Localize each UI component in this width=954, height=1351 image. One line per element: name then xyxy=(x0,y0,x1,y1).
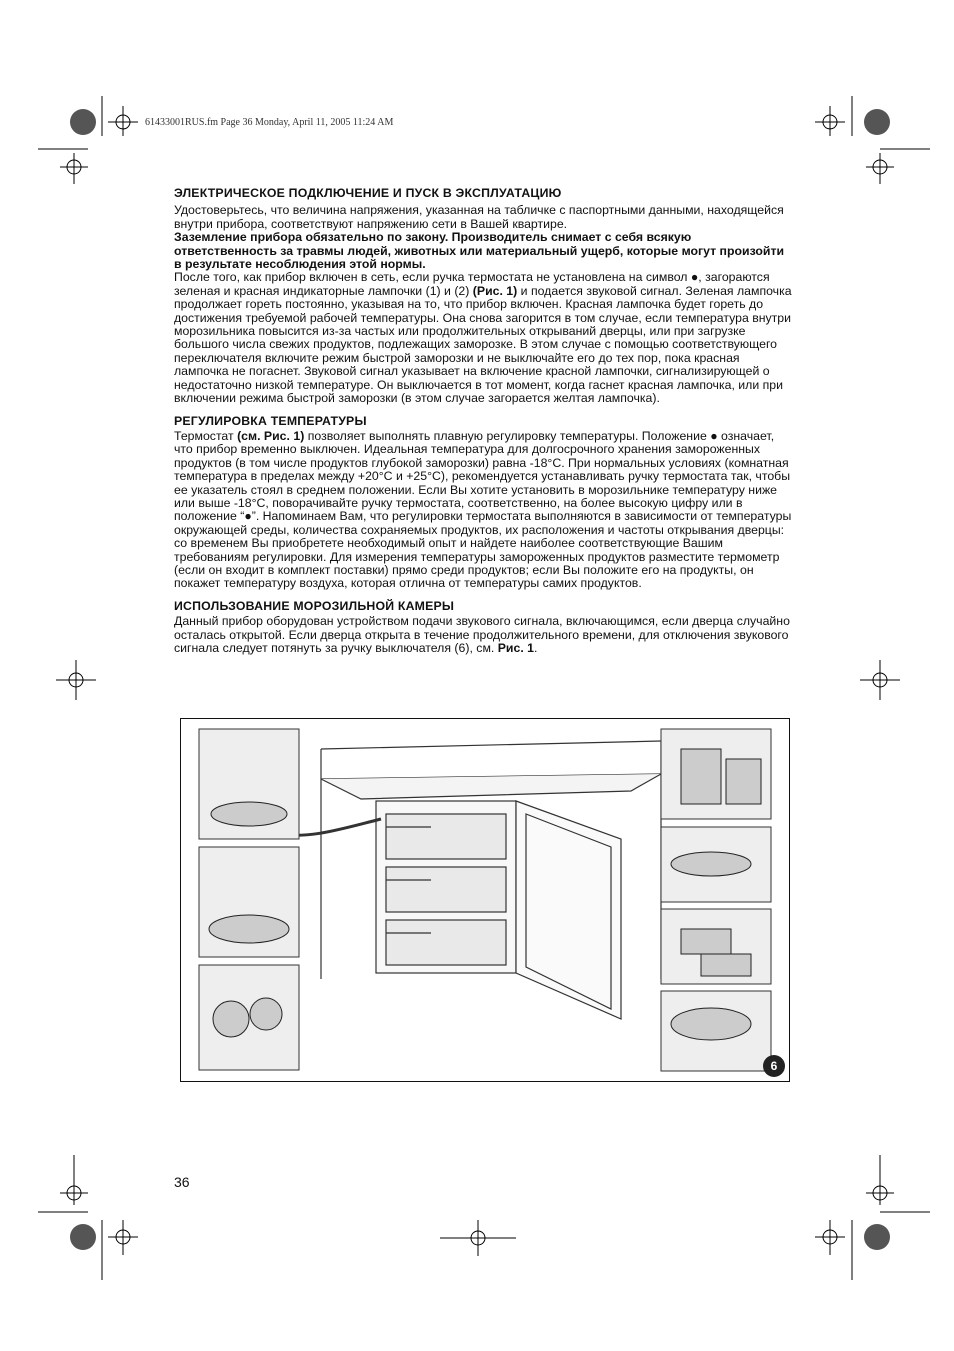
file-header: 61433001RUS.fm Page 36 Monday, April 11, 2005 11:24 AM xyxy=(145,117,394,128)
freezer-text-b: . xyxy=(534,641,538,655)
grounding-warning: Заземление прибора обязательно по закону. Производитель снимает с себя всякую ответственность за травмы людей, животных или материальный ущерб, которые могут произойти в результате несоблюдения этой нормы. xyxy=(174,230,785,272)
temperature-paragraph xyxy=(174,430,794,591)
page-number: 36 xyxy=(174,1174,190,1190)
start-text-b: и подается звуковой сигнал. Зеленая лампочка продолжает гореть постоянно, указывая на то, что прибор включен. Красная лампочка будет гореть до достижения требуемой рабочей температуры. Она снова загорится в том случае, если температура внутри морозильника повысится из-за частых или продолжительных открываний дверцы, или при загрузке большого числа свежих продуктов, подлежащих заморозке. В этом случае с помощью соответствующего переключателя включите режим быстрой заморозки и не выключайте его до тех пор, пока красная лампочка не погаснет. Звуковой сигнал указывает на включение красной лампочки, сигнализирующей о недостаточно низкой температуре. Он выключается в тот момент, когда гаснет красная лампочка, или при включении режима быстрой заморозки (в этом случае загорается желтая лампочка). xyxy=(174,283,792,406)
start-text-a: После того, как прибор включен в сеть, если ручка термостата не установлена на символ ●, загораются зеленая и красная индикаторные лампочки (1) и (2) xyxy=(174,270,770,298)
section-title-freezer: ИСПОЛЬЗОВАНИЕ МОРОЗИЛЬНОЙ КАМЕРЫ xyxy=(174,598,455,613)
freezer-text-a: Данный прибор оборудован устройством подачи звукового сигнала, включающимся, если дверца случайно осталась открытой. Если дверца открыта в течение продолжительного времени, для отключения звукового сигнала следует потянуть за ручку выключателя (6), см. xyxy=(174,614,790,655)
freezer-paragraph xyxy=(174,615,794,655)
figure-reference: (Рис. 1) xyxy=(472,283,518,298)
registration-mark-bottom-left xyxy=(38,1155,188,1285)
figure-reference: Рис. 1 xyxy=(497,641,535,655)
registration-mark-top-left xyxy=(38,96,188,186)
freezer-drawing xyxy=(181,719,789,1081)
figure-number-badge: 6 xyxy=(763,1055,785,1077)
electric-paragraph-grounding xyxy=(174,231,794,271)
temperature-text-a: Термостат xyxy=(174,428,238,443)
registration-mark-bottom-center xyxy=(440,1220,520,1260)
registration-mark-right-middle xyxy=(860,660,900,700)
temperature-text-b: позволяет выполнять плавную регулировку температуры. Положение ● означает, что прибор временно выключен. Идеальная температура для долгосрочного хранения замороженных продуктов (в том числе продуктов глубокой заморозки) равна -18°C. При нормальных условиях (комнатная температура в пределах между +20°C и +25°C), рекомендуется устанавливать ручку термостата так, чтобы ее указатель стоял в среднем положении. Если Вы хотите установить в морозильнике температуру ниже или выше -18°C, поворачивайте ручку термостата, соответственно, на более высокую цифру или в положение “●”. Напоминаем Вам, что регулировки термостата выполняются в зависимости от температуры окружающей среды, количества сохраняемых продуктов, их расположения и частоты открывания дверцы: со временем Вы приобретете необходимый опыт и найдете наиболее соответствующие Вашим требованиям регулировки. Для измерения температуры замороженных продуктов разместите термометр (если он входит в комплект поставки) прямо среди продуктов; если Вы положите его на продукты, он покажет температуру воздуха, которая отлична от температуры самих продуктов. xyxy=(174,428,792,591)
registration-mark-left-middle xyxy=(56,660,96,700)
registration-mark-top-right xyxy=(780,96,930,186)
section-title-electric: ЭЛЕКТРИЧЕСКОЕ ПОДКЛЮЧЕНИЕ И ПУСК В ЭКСПЛУАТАЦИЮ xyxy=(174,186,562,200)
electric-paragraph-voltage: Удостоверьтесь, что величина напряжения, указанная на табличке с паспортными данными, находящейся внутри прибора, соответствуют напряжению сети в Вашей квартире. xyxy=(174,203,784,231)
freezer-illustration xyxy=(180,718,790,1082)
section-title-temperature: РЕГУЛИРОВКА ТЕМПЕРАТУРЫ xyxy=(174,413,367,428)
figure-reference: (см. Рис. 1) xyxy=(237,428,305,443)
page-content xyxy=(174,187,794,655)
electric-paragraph-start xyxy=(174,271,794,405)
registration-mark-bottom-right xyxy=(780,1155,930,1285)
